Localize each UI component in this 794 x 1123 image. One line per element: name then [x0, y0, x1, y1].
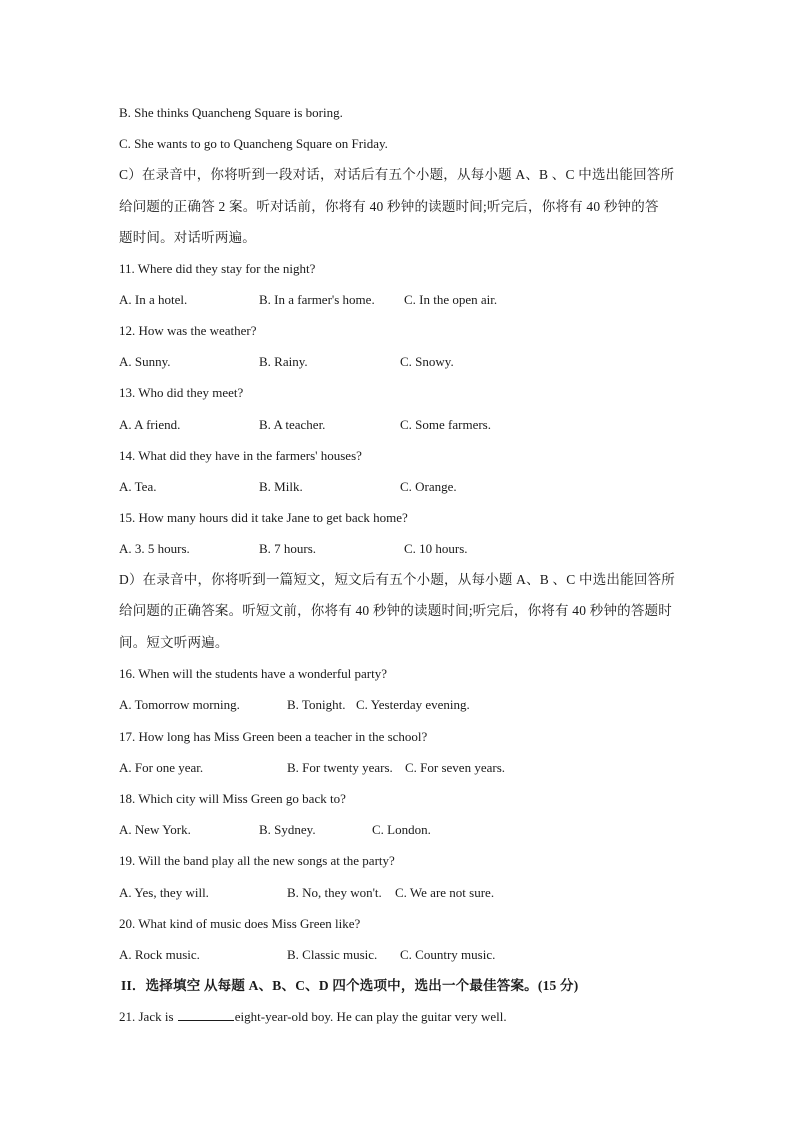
- section-c-instruction-line-3: 题时间。对话听两遍。: [119, 230, 256, 245]
- part-2-heading: II．选择填空 从每题 A、B、C、D 四个选项中，选出一个最佳答案。(15 分): [121, 978, 579, 993]
- question-14: 14. What did they have in the farmers' houses?: [119, 448, 362, 463]
- section-c-instruction-line-2: 给问题的正确答 2 案。听对话前，你将有 40 秒钟的读题时间;听完后，你将有 40 秒钟的答: [119, 199, 659, 214]
- q16-option-b: B. Tonight.: [287, 697, 346, 712]
- q11-option-a: A. In a hotel.: [119, 292, 188, 307]
- q18-option-c: C. London.: [372, 822, 431, 837]
- q21-text-before: 21. Jack is: [119, 1009, 177, 1024]
- q12-option-c: C. Snowy.: [400, 354, 454, 369]
- question-18: 18. Which city will Miss Green go back to?: [119, 791, 346, 806]
- section-d-instruction-line-1: D）在录音中，你将听到一篇短文，短文后有五个小题，从每小题 A、B 、C 中选出能回答所: [119, 572, 675, 587]
- q14-option-b: B. Milk.: [259, 479, 303, 494]
- q16-option-c: C. Yesterday evening.: [356, 697, 470, 712]
- option-b-carryover: B. She thinks Quancheng Square is boring.: [119, 105, 343, 120]
- option-c-carryover: C. She wants to go to Quancheng Square on Friday.: [119, 136, 388, 151]
- q13-option-a: A. A friend.: [119, 417, 181, 432]
- q11-option-c: C. In the open air.: [404, 292, 498, 307]
- q19-option-b: B. No, they won't.: [287, 885, 382, 900]
- q11-option-b: B. In a farmer's home.: [259, 292, 375, 307]
- q18-option-b: B. Sydney.: [259, 822, 316, 837]
- q15-option-a: A. 3. 5 hours.: [119, 541, 190, 556]
- q12-option-b: B. Rainy.: [259, 354, 308, 369]
- q13-option-b: B. A teacher.: [259, 417, 326, 432]
- q16-option-a: A. Tomorrow morning.: [119, 697, 240, 712]
- question-17: 17. How long has Miss Green been a teacher in the school?: [119, 729, 428, 744]
- q17-option-a: A. For one year.: [119, 760, 204, 775]
- q19-option-a: A. Yes, they will.: [119, 885, 209, 900]
- q15-option-c: C. 10 hours.: [404, 541, 468, 556]
- question-15: 15. How many hours did it take Jane to get back home?: [119, 510, 408, 525]
- q20-option-a: A. Rock music.: [119, 947, 200, 962]
- q20-option-b: B. Classic music.: [287, 947, 378, 962]
- q21-text-after: eight-year-old boy. He can play the guitar very well.: [234, 1009, 507, 1024]
- q13-option-c: C. Some farmers.: [400, 417, 491, 432]
- question-13: 13. Who did they meet?: [119, 385, 244, 400]
- question-11: 11. Where did they stay for the night?: [119, 261, 316, 276]
- q17-option-b: B. For twenty years.: [287, 760, 393, 775]
- q20-option-c: C. Country music.: [400, 947, 496, 962]
- q12-option-a: A. Sunny.: [119, 354, 171, 369]
- section-d-instruction-line-2: 给问题的正确答案。听短文前，你将有 40 秒钟的读题时间;听完后，你将有 40 秒钟的答题时: [119, 603, 672, 618]
- q14-option-c: C. Orange.: [400, 479, 457, 494]
- question-19: 19. Will the band play all the new songs at the party?: [119, 853, 395, 868]
- q19-option-c: C. We are not sure.: [395, 885, 495, 900]
- section-d-instruction-line-3: 间。短文听两遍。: [119, 635, 229, 650]
- question-16: 16. When will the students have a wonderful party?: [119, 666, 387, 681]
- q17-option-c: C. For seven years.: [405, 760, 506, 775]
- question-12: 12. How was the weather?: [119, 323, 257, 338]
- question-21: [119, 1008, 507, 1026]
- q15-option-b: B. 7 hours.: [259, 541, 317, 556]
- answer-blank: [178, 1008, 234, 1021]
- section-c-instruction-line-1: C）在录音中，你将听到一段对话，对话后有五个小题，从每小题 A、B 、C 中选出能回答所: [119, 167, 675, 182]
- question-20: 20. What kind of music does Miss Green like?: [119, 916, 361, 931]
- q14-option-a: A. Tea.: [119, 479, 157, 494]
- q18-option-a: A. New York.: [119, 822, 191, 837]
